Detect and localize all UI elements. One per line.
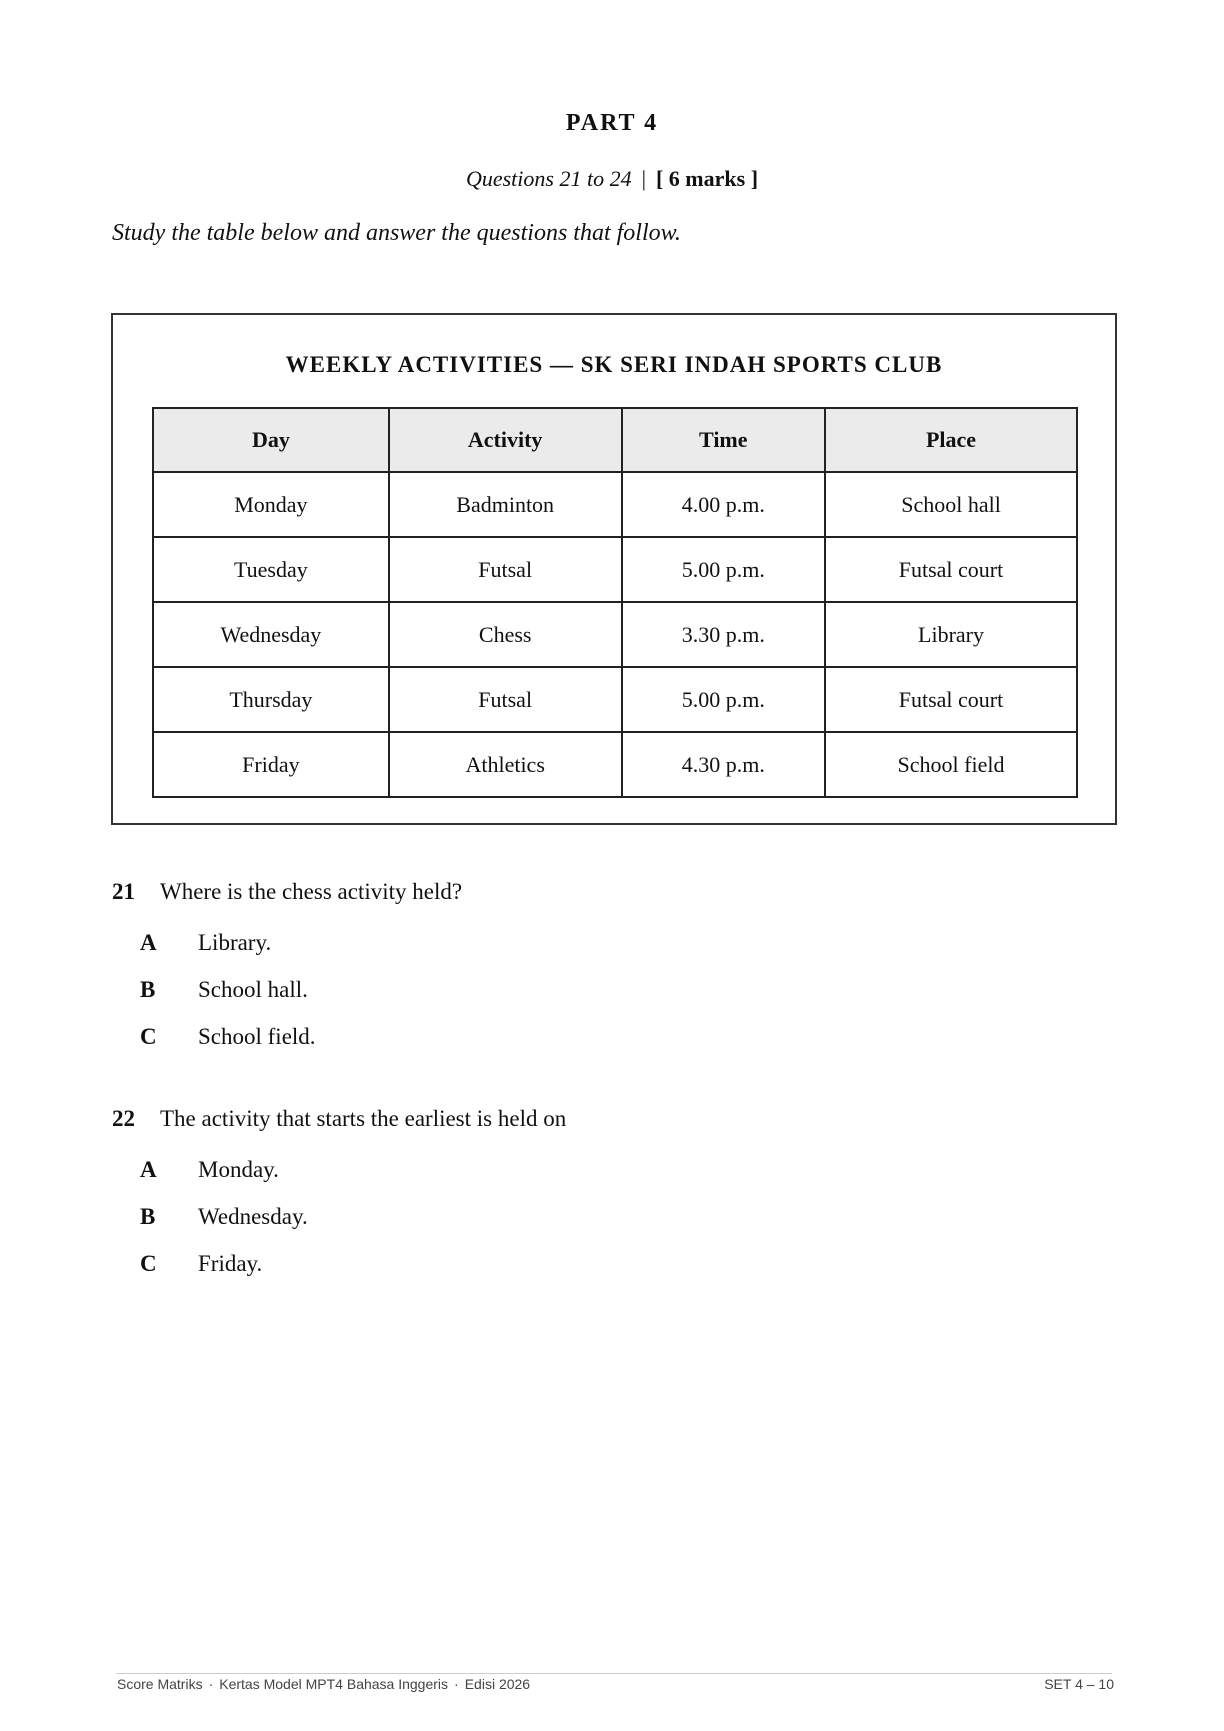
cell-time: 5.00 p.m. [622,537,825,602]
option-letter: A [140,930,157,955]
option-text: Monday. [198,1157,279,1182]
question-text: Where is the chess activity held? [160,879,463,904]
option-text: School field. [198,1024,316,1049]
question-21-option-b[interactable] [140,977,308,1003]
question-number: 22 [112,1106,135,1131]
option-letter: C [140,1024,157,1049]
footer-page-label: SET 4 – 10 [1044,1676,1114,1692]
option-letter: C [140,1251,157,1276]
question-number: 21 [112,879,135,904]
column-header-time: Time [622,408,825,472]
cell-time: 3.30 p.m. [622,602,825,667]
question-21-option-a[interactable] [140,930,271,956]
question-22 [112,1106,566,1132]
footer-series: Kertas Model MPT4 Bahasa Inggeris [219,1676,449,1692]
cell-activity: Futsal [389,537,622,602]
column-header-place: Place [825,408,1077,472]
cell-place: Futsal court [825,537,1077,602]
question-21 [112,879,462,905]
activities-table [152,407,1078,798]
cell-place: Futsal court [825,667,1077,732]
option-text: School hall. [198,977,308,1002]
cell-day: Monday [153,472,389,537]
table-row [153,732,1077,797]
table-row [153,602,1077,667]
table-row [153,472,1077,537]
footer-publisher: Score Matriks [117,1676,203,1692]
marks-label: [ 6 marks ] [655,166,759,191]
cell-day: Thursday [153,667,389,732]
cell-day: Wednesday [153,602,389,667]
table-row [153,667,1077,732]
cell-time: 4.00 p.m. [622,472,825,537]
cell-day: Tuesday [153,537,389,602]
instruction-text: Study the table below and answer the questions that follow. [112,220,681,246]
option-text: Wednesday. [198,1204,308,1229]
question-22-option-a[interactable] [140,1157,279,1183]
option-text: Library. [198,930,272,955]
table-row [153,537,1077,602]
cell-time: 4.30 p.m. [622,732,825,797]
cell-day: Friday [153,732,389,797]
option-letter: A [140,1157,157,1182]
footer-divider [116,1673,1112,1674]
questions-range: Questions 21 to 24 [465,166,632,191]
option-letter: B [140,1204,156,1229]
option-text: Friday. [198,1251,263,1276]
question-22-option-b[interactable] [140,1204,308,1230]
footer-dot: · [208,1676,214,1692]
questions-subtitle [0,166,1224,192]
footer-publication [117,1676,530,1692]
cell-activity: Chess [389,602,622,667]
subtitle-separator: | [641,166,646,191]
cell-activity: Athletics [389,732,622,797]
question-21-option-c[interactable] [140,1024,316,1050]
cell-activity: Futsal [389,667,622,732]
cell-time: 5.00 p.m. [622,667,825,732]
table-header-row [153,408,1077,472]
option-letter: B [140,977,156,1002]
question-22-option-c[interactable] [140,1251,262,1277]
footer-dot: · [454,1676,459,1692]
cell-place: School field [825,732,1077,797]
activities-table-box [111,313,1117,825]
cell-place: Library [825,602,1077,667]
column-header-day: Day [153,408,389,472]
part-title: PART 4 [565,110,659,136]
cell-place: School hall [825,472,1077,537]
column-header-activity: Activity [389,408,622,472]
table-title: WEEKLY ACTIVITIES — SK SERI INDAH SPORTS CLUB [285,352,943,377]
footer-edition: Edisi 2026 [464,1676,531,1692]
question-text: The activity that starts the earliest is held on [160,1106,567,1131]
cell-activity: Badminton [389,472,622,537]
